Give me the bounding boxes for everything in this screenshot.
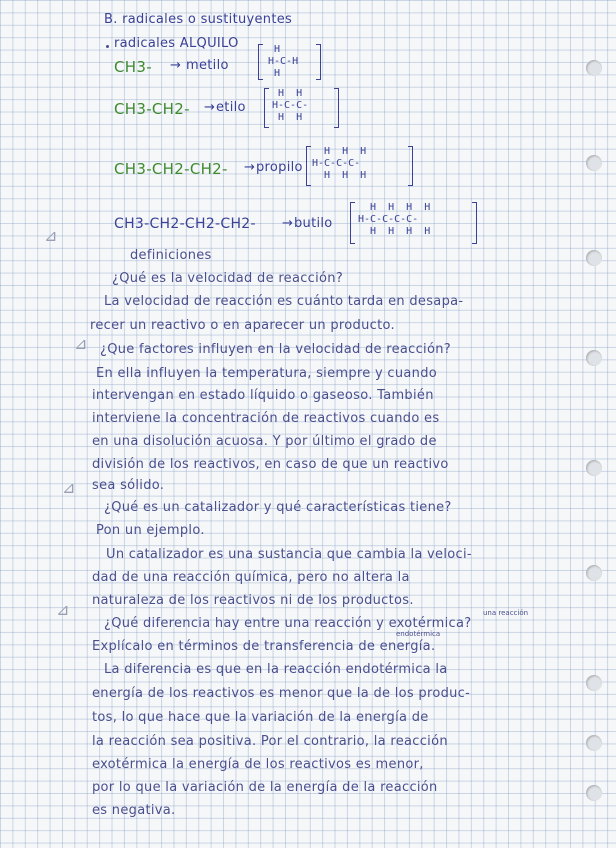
radicales-label: radicales ALQUILO [114, 36, 239, 51]
bracket-right [472, 202, 477, 244]
bracket-left [258, 44, 263, 80]
metilo-name: metilo [186, 58, 229, 73]
answer-line: interviene la concentración de reactivos cuando es [92, 411, 440, 426]
metilo-arrow: → [170, 58, 182, 73]
question-factores: ¿Que factores influyen en la velocidad de reacción? [100, 342, 451, 357]
answer-line: dad de una reacción química, pero no altera la [92, 570, 410, 585]
answer-line: la reacción sea positiva. Por el contrario, la reacción [92, 734, 448, 749]
answer-line: tos, lo que hace que la variación de la energía de [92, 710, 429, 725]
propilo-structure: H H H H-C-C-C- H H H [312, 146, 367, 181]
answer-line: es negativa. [92, 803, 176, 818]
check-mark-icon: ⊿ [44, 226, 58, 245]
propilo-arrow: → [244, 160, 256, 175]
bracket-left [350, 202, 355, 244]
question-catalizador: ¿Qué es un catalizador y qué características tiene? [104, 500, 452, 515]
question-line: Explícalo en términos de transferencia de energía. [92, 639, 436, 654]
answer-line: recer un reactivo o en aparecer un producto. [90, 318, 395, 333]
annotation-bottom: endotérmica [396, 630, 441, 638]
butilo-arrow: → [282, 216, 294, 231]
answer-line: energía de los reactivos es menor que la de los produc- [92, 686, 471, 701]
question-line: Pon un ejemplo. [96, 523, 205, 538]
check-mark-icon: ⊿ [74, 334, 88, 353]
bracket-left [264, 88, 269, 128]
etilo-structure: H H H-C-C- H H [272, 88, 309, 123]
question-diferencia: ¿Qué diferencia hay entre una reacción y exotérmica? [104, 616, 472, 631]
annotation-top: una reacción [483, 609, 529, 617]
punch-hole [586, 460, 602, 476]
butilo-formula: CH3-CH2-CH2-CH2- [114, 216, 256, 232]
etilo-formula: CH3-CH2- [114, 100, 190, 118]
answer-line: Un catalizador es una sustancia que cambia la veloci- [106, 547, 472, 562]
answer-line: En ella influyen la temperatura, siempre y cuando [96, 366, 438, 381]
answer-line: La velocidad de reacción es cuánto tarda en desapa- [104, 294, 464, 309]
metilo-formula: CH3- [114, 58, 152, 76]
etilo-name: etilo [216, 100, 246, 115]
check-mark-icon: ⊿ [62, 478, 76, 497]
punch-hole [586, 735, 602, 751]
answer-line: La diferencia es que en la reacción endotérmica la [104, 662, 448, 677]
answer-line: naturaleza de los reactivos ni de los productos. [92, 593, 414, 608]
section-heading: B. radicales o sustituyentes [104, 12, 293, 27]
check-mark-icon: ⊿ [56, 600, 70, 619]
propilo-name: propilo [256, 160, 303, 175]
metilo-structure: H H-C-H H [268, 44, 299, 79]
answer-line: exotérmica la energía de los reactivos es menor, [92, 757, 424, 772]
punch-hole [586, 785, 602, 801]
bullet-dot [106, 45, 109, 48]
bracket-right [408, 146, 413, 186]
answer-line: sea sólido. [92, 478, 165, 493]
answer-line: intervengan en estado líquido o gaseoso. También [92, 388, 434, 403]
punch-hole [586, 350, 602, 366]
answer-line: en una disolución acuosa. Y por último el grado de [92, 434, 437, 449]
etilo-arrow: → [204, 100, 216, 115]
bracket-right [316, 44, 321, 80]
answer-line: por lo que la variación de la energía de la reacción [92, 780, 438, 795]
propilo-formula: CH3-CH2-CH2- [114, 160, 228, 178]
answer-line: división de los reactivos, en caso de que un reactivo [92, 457, 449, 472]
punch-hole [586, 155, 602, 171]
butilo-structure: H H H H H-C-C-C-C- H H H H [358, 202, 431, 237]
definiciones-heading: definiciones [130, 248, 212, 263]
bracket-right [334, 88, 339, 128]
punch-hole [586, 250, 602, 266]
punch-hole [586, 565, 602, 581]
question-velocidad: ¿Qué es la velocidad de reacción? [112, 271, 344, 286]
punch-hole [586, 60, 602, 76]
punch-hole [586, 675, 602, 691]
bracket-left [306, 146, 311, 186]
butilo-name: butilo [294, 216, 333, 231]
